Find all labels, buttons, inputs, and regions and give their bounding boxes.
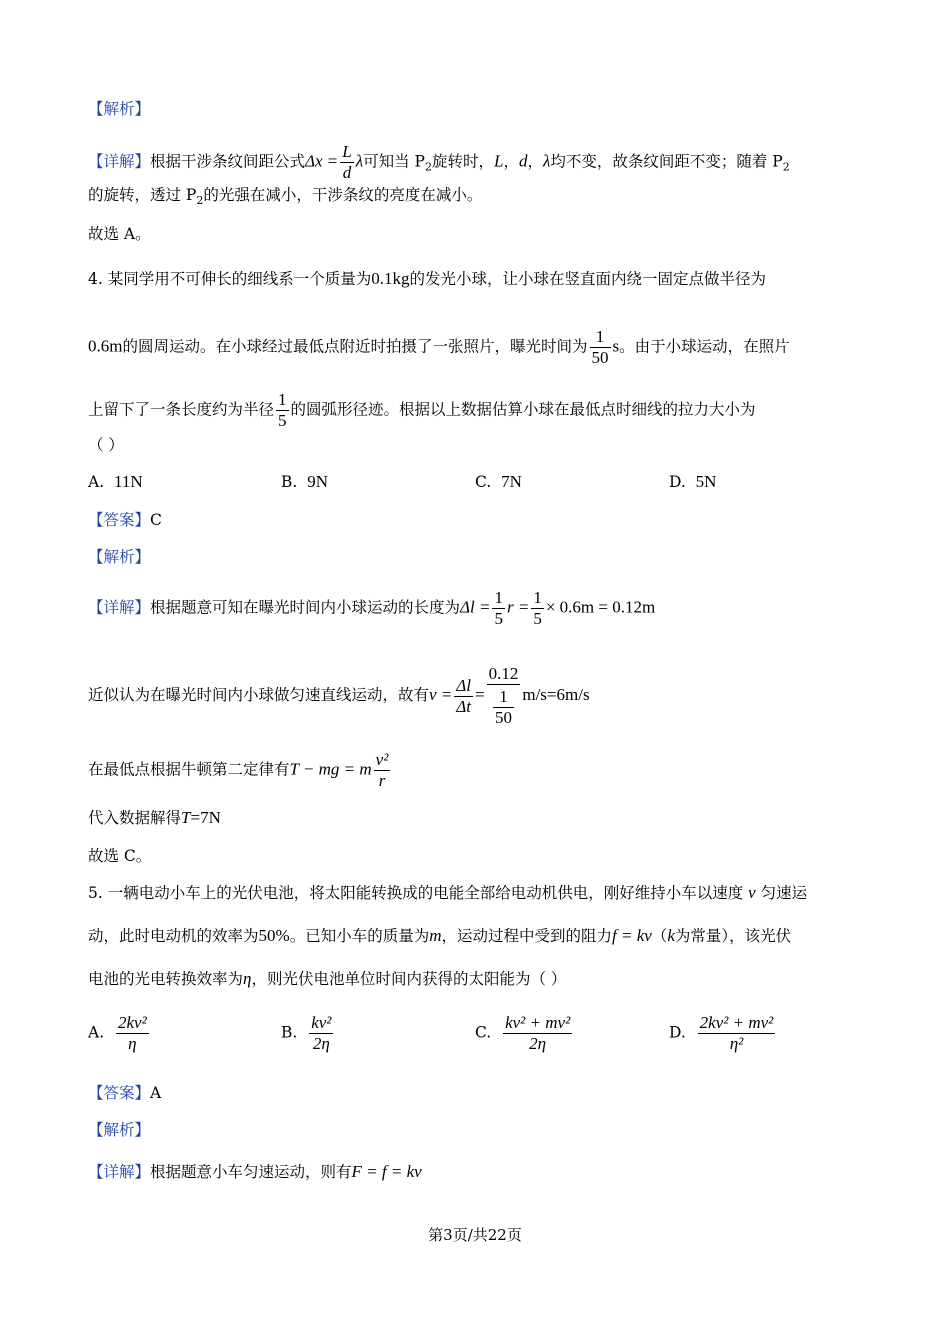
q4-answer xyxy=(88,509,162,531)
q3-sub: 2 xyxy=(424,160,432,174)
q4-text: 在最低点根据牛顿第二定律有 xyxy=(88,760,290,779)
q3-sep: ， xyxy=(503,152,519,171)
q4-stem-line2 xyxy=(88,327,790,368)
q5-text: 为常量），该光伏 xyxy=(674,927,792,945)
q5-m: m xyxy=(429,926,442,945)
q4-mass: 0.1kg xyxy=(371,269,410,288)
q4-fraction: $\frac{1}{5}$ xyxy=(533,588,542,628)
q4-fraction: $\frac{1}{5}$ xyxy=(494,588,503,628)
q4-compound-fraction: $\frac{0.12}{\frac{1}{50}}$ xyxy=(488,664,519,727)
q4-formula: =7N xyxy=(190,808,221,827)
q4-detail-line2 xyxy=(88,664,590,728)
q4-formula: = xyxy=(475,685,485,704)
q3-lambda: λ xyxy=(355,151,364,171)
q5-option-a: A. $\frac{\text{2kv²}}{\eta}$ xyxy=(88,1013,147,1053)
q5-answer-value: A xyxy=(150,1084,162,1102)
q4-fraction: $\frac{\text{v²}}{r}$ xyxy=(375,750,389,790)
answer-tag: 【答案】 xyxy=(88,1084,151,1102)
q3-text: 可知当 P xyxy=(363,152,425,171)
q4-formula: × 0.6m = 0.12m xyxy=(545,597,656,617)
q5-option-d: D. $\frac{\text{2kv² + mv²}}{\text{η²}}$ xyxy=(669,1013,774,1053)
q5-option-c: C. $\frac{\text{kv² + mv²}}{2\eta}$ xyxy=(475,1013,571,1053)
q5-detail-line1 xyxy=(88,1161,422,1183)
q3-choice: 故选 A。 xyxy=(88,225,151,243)
q5-stem-line3 xyxy=(88,968,566,990)
q4-formula: v = xyxy=(429,685,453,704)
q5-k: k xyxy=(667,926,675,945)
q3-d: d xyxy=(518,151,528,171)
q5-eta: η xyxy=(243,969,252,988)
q4-text: 代入数据解得 xyxy=(88,809,182,827)
q5-answer xyxy=(88,1082,161,1104)
q4-text: 的圆弧形径迹。根据以上数据估算小球在最低点时细线的拉力大小为 xyxy=(290,400,756,419)
q3-text: 的光强在减小，干涉条纹的亮度在减小。 xyxy=(203,186,483,204)
q4-unit: s xyxy=(612,336,620,356)
q3-L: L xyxy=(494,151,504,171)
q4-fraction: $\frac{\Delta l}{\Delta t}$ xyxy=(456,675,471,716)
analysis-tag: 【解析】 xyxy=(88,100,151,118)
q4-text: 。由于小球运动，在照片 xyxy=(619,337,790,356)
q4-T: T xyxy=(181,808,191,827)
q4-stem-line3 xyxy=(88,390,756,431)
q4-radius: 0.6m xyxy=(88,336,123,356)
q4-detail-line1 xyxy=(88,588,655,629)
q4-text: 的发光小球，让小球在竖直面内绕一固定点做半径为 xyxy=(409,270,766,288)
q4-detail-line3 xyxy=(88,750,392,791)
detail-tag: 【详解】 xyxy=(88,598,151,617)
page-footer: 第3页/共22页 xyxy=(428,1226,522,1244)
q5-option-b: B. $\frac{\text{kv²}}{2\eta}$ xyxy=(281,1013,332,1053)
q4-length-fraction: $\frac{1}{5}$ xyxy=(278,390,287,430)
analysis-tag: 【解析】 xyxy=(88,1121,151,1139)
q4-formula: r = xyxy=(506,597,530,617)
q4-option-a: A. 11N xyxy=(88,472,143,491)
detail-tag: 【详解】 xyxy=(88,1163,151,1181)
q5-efficiency: 50% xyxy=(258,926,290,945)
q3-text: 均不变，故条纹间距不变；随着 P xyxy=(550,152,783,171)
q3-text: 根据干涉条纹间距公式 xyxy=(150,152,306,171)
q5-stem-line1 xyxy=(88,882,807,904)
q5-v: v xyxy=(748,883,756,902)
q4-option-c: C. 7N xyxy=(475,472,522,491)
q4-exposure-fraction: $\frac{1}{50}$ xyxy=(591,327,609,367)
q5-stem-line2 xyxy=(88,925,791,947)
q3-detail-line1 xyxy=(88,142,790,183)
q4-answer-value: C xyxy=(150,511,162,529)
q3-sub: 2 xyxy=(196,194,204,208)
q4-paren: （ ） xyxy=(88,436,124,454)
q4-formula: T − mg = m xyxy=(289,759,372,779)
q5-text: ，则光伏电池单位时间内获得的太阳能为（ ） xyxy=(251,970,567,988)
q3-fraction: $\frac{L}{d}$ xyxy=(342,142,352,182)
q4-stem-line1 xyxy=(88,268,766,290)
q3-detail-line2 xyxy=(88,184,482,212)
q5-text: 动，此时电动机的效率为 xyxy=(88,927,259,945)
q4-text: 根据题意可知在曝光时间内小球运动的长度为 xyxy=(150,598,461,617)
q3-formula: Δx = xyxy=(305,151,339,171)
q3-lambda: λ xyxy=(543,151,551,171)
q5-text: 5. 一辆电动小车上的光伏电池，将太阳能转换成的电能全部给电动机供电，刚好维持小车以速度 xyxy=(88,884,744,902)
q4-text: 的圆周运动。在小球经过最低点附近时拍摄了一张照片，曝光时间为 xyxy=(122,337,588,356)
q5-text: 根据题意小车匀速运动，则有 xyxy=(150,1163,352,1181)
q4-formula: m/s=6m/s xyxy=(522,685,590,704)
q5-f: f = kv xyxy=(612,926,652,945)
q4-text: 4. 某同学用不可伸长的细线系一个质量为 xyxy=(88,270,372,288)
q5-text: （ xyxy=(651,927,668,945)
q3-text: 的旋转，透过 P xyxy=(88,186,197,204)
q4-text: 近似认为在曝光时间内小球做匀速直线运动，故有 xyxy=(88,686,430,704)
q4-choice: 故选 C。 xyxy=(88,847,152,865)
q5-text: 。已知小车的质量为 xyxy=(289,927,430,945)
q4-detail-line4 xyxy=(88,807,221,829)
q4-text: 上留下了一条长度约为半径 xyxy=(88,400,275,419)
q5-text: ，运动过程中受到的阻力 xyxy=(441,927,612,945)
detail-tag: 【详解】 xyxy=(88,152,151,171)
q3-text: 旋转时， xyxy=(431,152,494,171)
q5-text: 电池的光电转换效率为 xyxy=(88,970,244,988)
q4-formula: Δl = xyxy=(460,597,491,617)
q4-option-d: D. 5N xyxy=(669,472,717,491)
analysis-tag: 【解析】 xyxy=(88,548,151,566)
q4-option-b: B. 9N xyxy=(281,472,328,491)
q3-sub: 2 xyxy=(782,160,790,174)
q3-sep: ， xyxy=(527,152,543,171)
q5-text: 匀速运 xyxy=(760,884,808,902)
q5-formula: F = f = kv xyxy=(351,1162,422,1181)
answer-tag: 【答案】 xyxy=(88,511,151,529)
